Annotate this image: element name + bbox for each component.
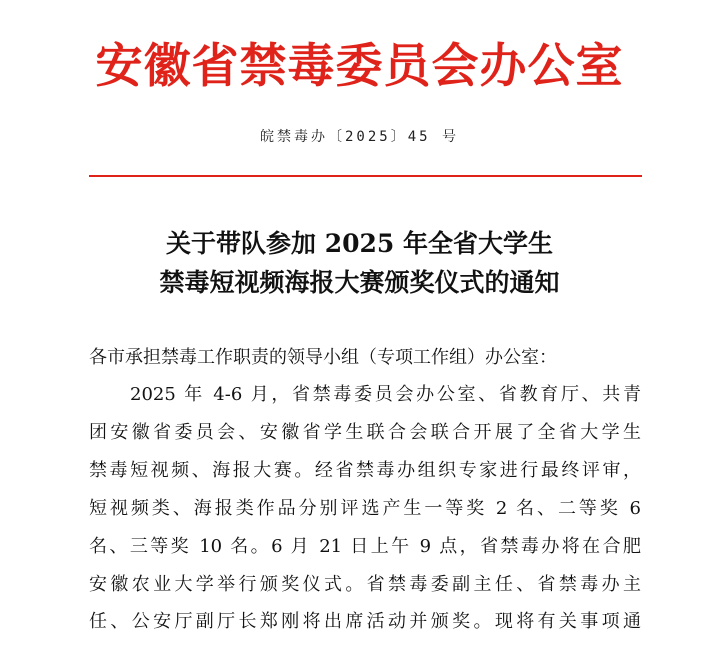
body-paragraph-line: 安徽农业大学举行颁奖仪式。省禁毒委副主任、省禁毒办主 [89,574,641,595]
document-number: 皖禁毒办〔2025〕45 号 [259,129,459,145]
notice-title-line-1: 关于带队参加 2025 年全省大学生 [166,229,553,258]
notice-title-line-2: 禁毒短视频海报大赛颁奖仪式的通知 [159,268,560,297]
body-paragraph-line: 名、三等奖 10 名。6 月 21 日上午 9 点，省禁毒办将在合肥 [89,536,641,557]
body-paragraph-line: 2025 年 4-6 月，省禁毒委员会办公室、省教育厅、共青 [130,384,641,405]
body-paragraph-line: 禁毒短视频、海报大赛。经省禁毒办组织专家进行最终评审， [89,460,641,481]
masthead-title: 安徽省禁毒委员会办公室 [95,39,624,94]
addressee-line: 各市承担禁毒工作职责的领导小组（专项工作组）办公室： [89,347,557,368]
body-paragraph-line: 任、公安厅副厅长郑刚将出席活动并颁奖。现将有关事项通 [89,611,641,632]
red-divider [89,175,642,177]
body-paragraph-line: 团安徽省委员会、安徽省学生联合会联合开展了全省大学生 [89,422,641,443]
body-paragraph-line: 短视频类、海报类作品分别评选产生一等奖 2 名、二等奖 6 [89,498,641,519]
